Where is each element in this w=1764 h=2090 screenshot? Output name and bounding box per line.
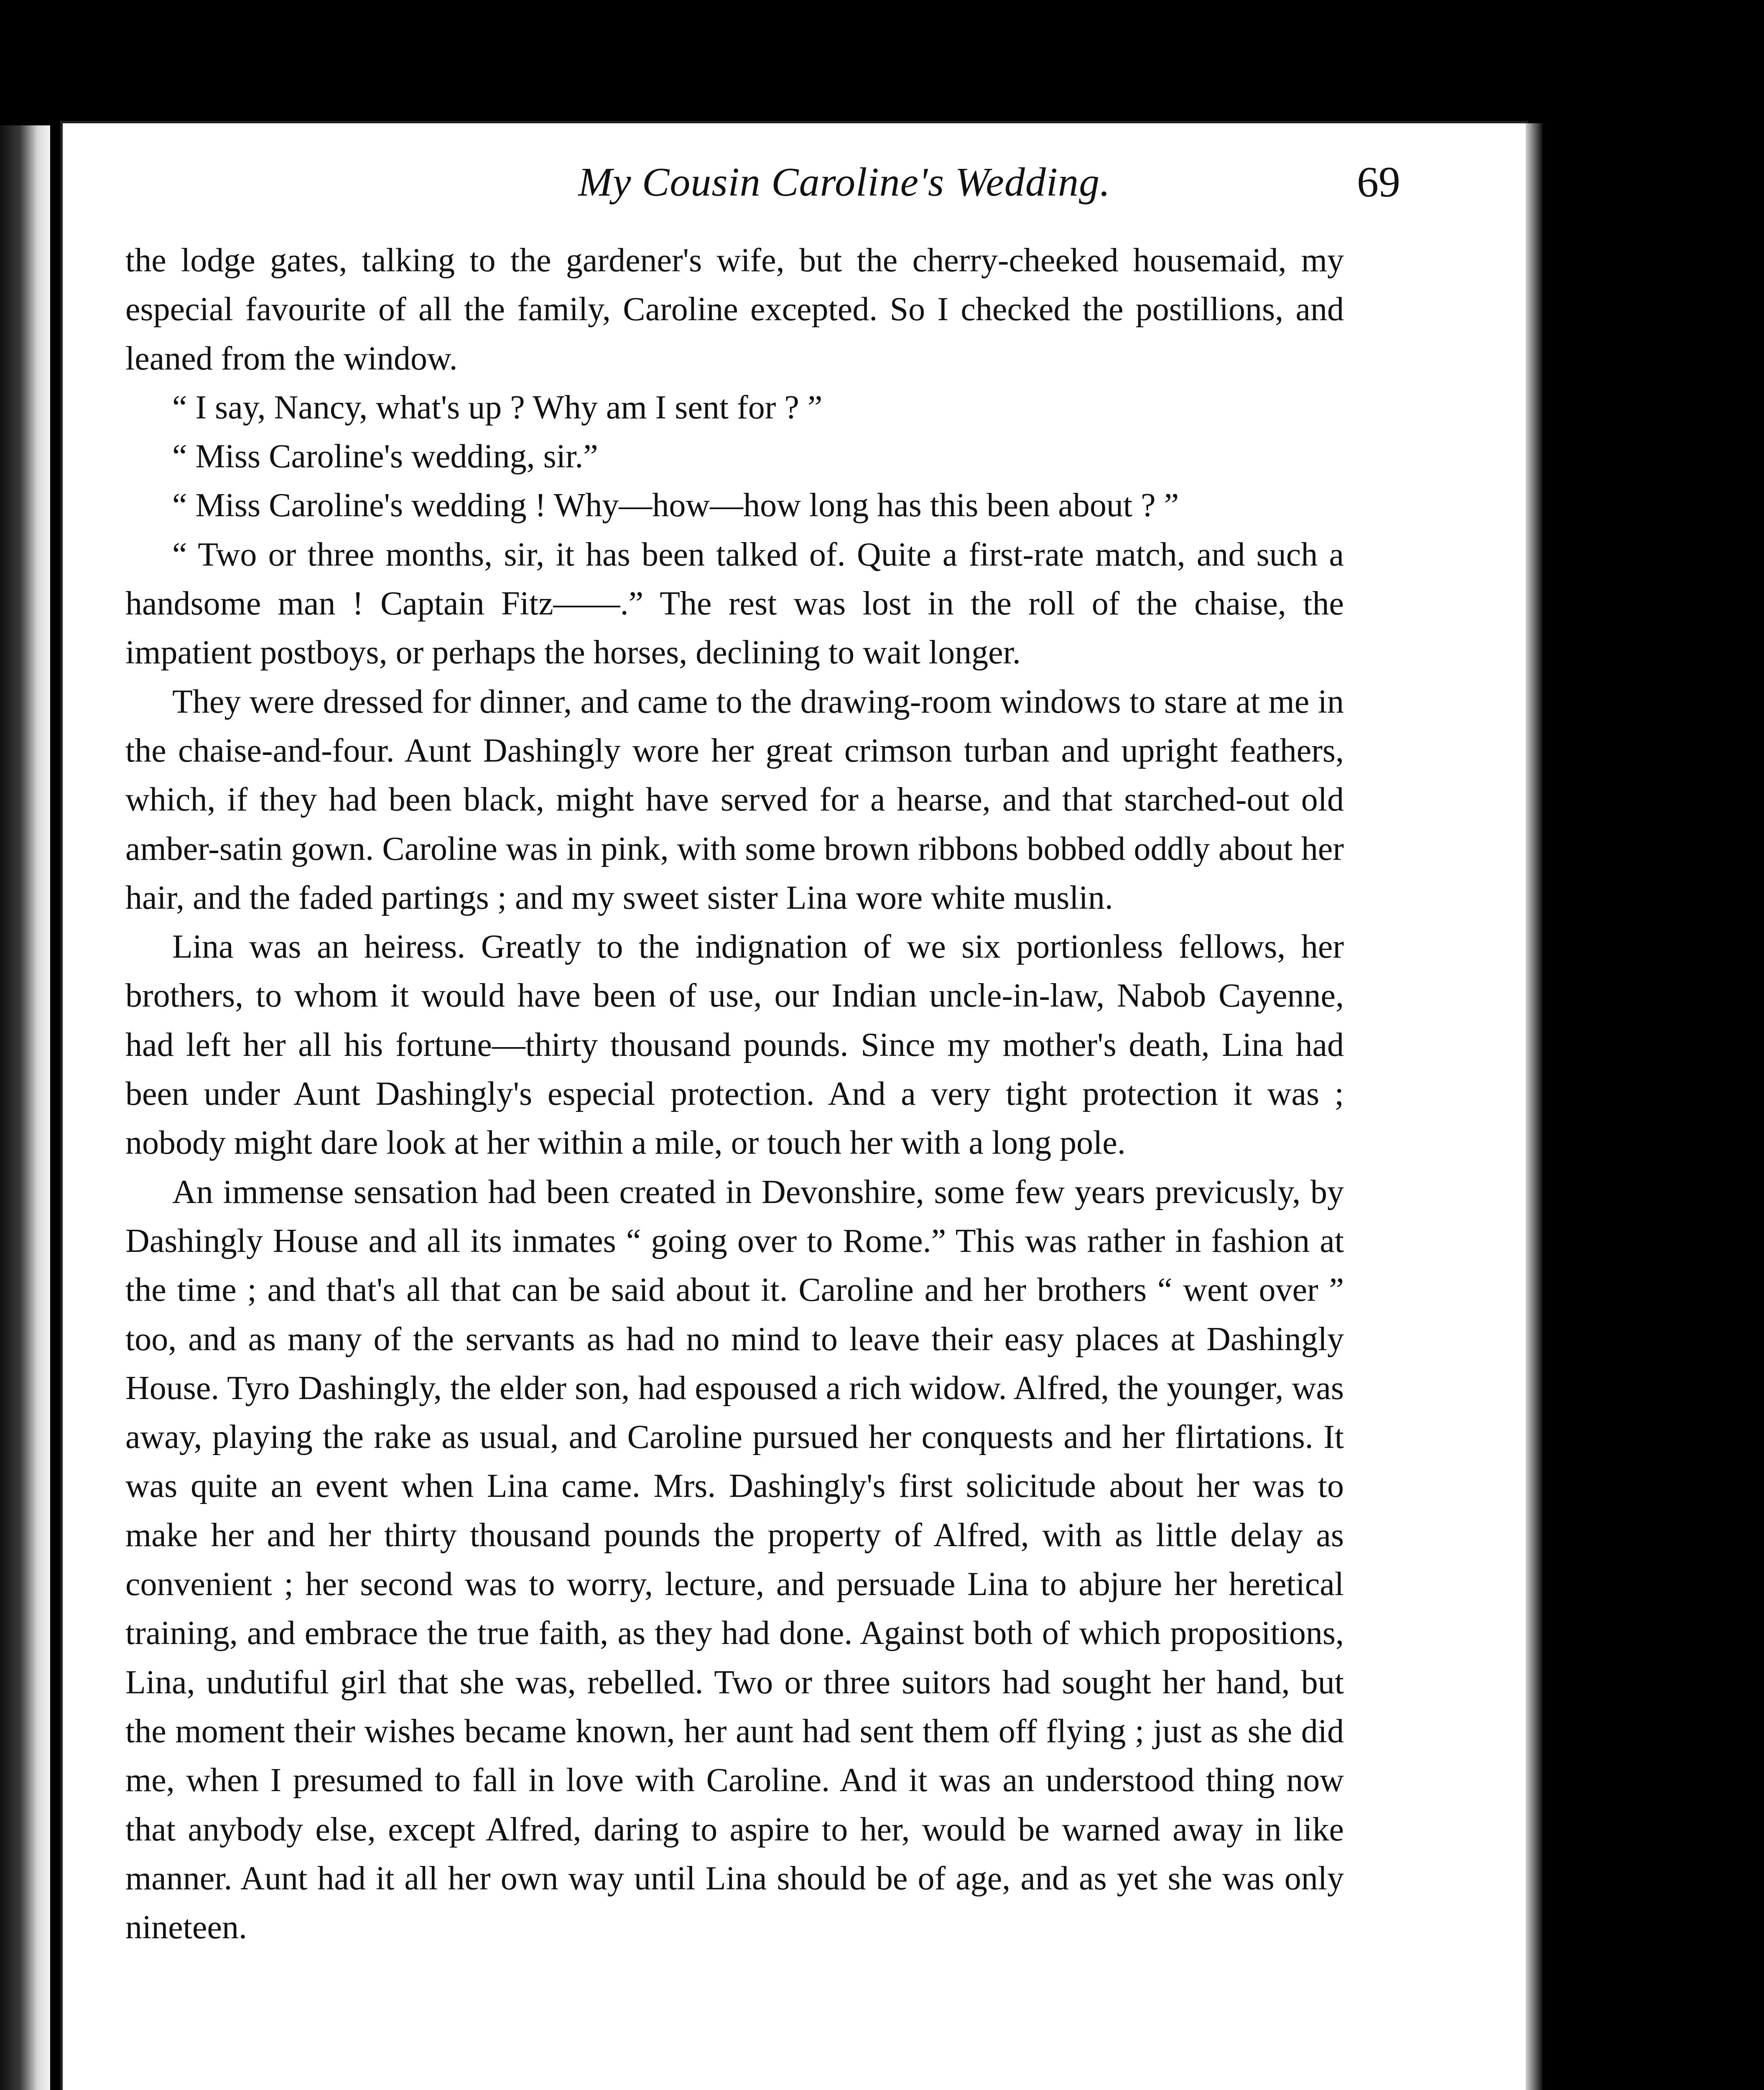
paragraph: “ Miss Caroline's wedding, sir.” xyxy=(172,438,598,475)
paragraph: the lodge gates, talking to the gardener's wife, but the cherry-cheeked housemaid, my especial favourite of all the family, Caroline excepted. So I checked the postillions, and leaned from the window. xyxy=(125,242,1344,377)
paragraph: They were dressed for dinner, and came to the drawing-room windows to stare at me in the chaise-and-four. Aunt Dashingly wore her great crimson turban and upright feathers, which, if they had been black, might have served for a hearse, and that starched-out old amber-satin gown. Caroline was in pink, with some brown ribbons bobbed oddly about her hair, and the faded partings ; and my sweet sister Lina wore white muslin. xyxy=(125,683,1344,916)
paragraph: “ Miss Caroline's wedding ! Why—how—how long has this been about ? ” xyxy=(172,487,1179,524)
page-number: 69 xyxy=(1357,158,1400,206)
page-binding-shadow xyxy=(1526,123,1542,2090)
body-text xyxy=(125,236,1344,1952)
paragraph: An immense sensation had been created in Devonshire, some few years previcusly, by Dashingly House and all its inmates “ going over to Rome.” This was rather in fashion at the time ; and that's all that can be said about it. Caroline and her brothers “ went over ” too, and as many of the servants as had no mind to leave their easy places at Dashingly House. Tyro Dashingly, the elder son, had espoused a rich widow. Alfred, the younger, was away, playing the rake as usual, and Caroline pursued her conquests and her flirtations. It was quite an event when Lina came. Mrs. Dashingly's first solicitude about her was to make her and her thirty thousand pounds the property of Alfred, with as little delay as convenient ; her second was to worry, lecture, and persuade Lina to abjure her heretical training, and embrace the true faith, as they had done. Against both of which propositions, Lina, undutiful girl that she was, rebelled. Two or three suitors had sought her hand, but the moment their wishes became known, her aunt had sent them off flying ; just as she did me, when I presumed to fall in love with Caroline. And it was an understood thing now that anybody else, except Alfred, daring to aspire to her, would be warned away in like manner. Aunt had it all her own way until Lina should be of age, and as yet she was only nineteen. xyxy=(125,1173,1344,1946)
paragraph: Lina was an heiress. Greatly to the indignation of we six portionless fellows, her brothers, to whom it would have been of use, our Indian uncle-in-law, Nabob Cayenne, had left her all his fortune—thirty thousand pounds. Since my mother's death, Lina had been under Aunt Dashingly's especial protection. And a very tight protection it was ; nobody might dare look at her within a mile, or touch her with a long pole. xyxy=(125,928,1344,1162)
previous-page-edge xyxy=(0,125,50,2090)
paragraph: “ Two or three months, sir, it has been talked of. Quite a first-rate match, and such a handsome man ! Captain Fitz——.” The rest was lost in the roll of the chaise, the impatient postboys, or perhaps the horses, declining to wait longer. xyxy=(125,536,1344,671)
paragraph: “ I say, Nancy, what's up ? Why am I sent for ? ” xyxy=(172,389,823,426)
running-head: My Cousin Caroline's Wedding. xyxy=(578,160,1111,205)
page-header xyxy=(113,159,1400,222)
